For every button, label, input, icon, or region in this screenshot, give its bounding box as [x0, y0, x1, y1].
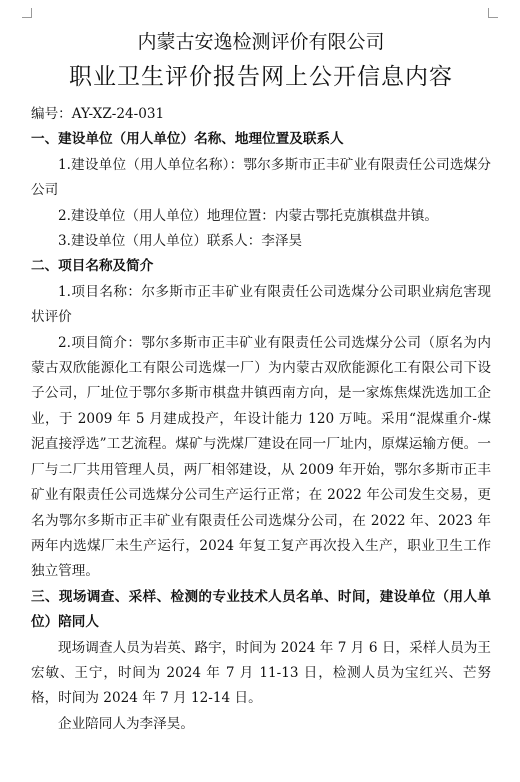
section-1-heading: 一、建设单位（用人单位）名称、地理位置及联系人: [31, 131, 344, 148]
section-3-paragraph-1: 现场调查人员为岩英、路宇，时间为 2024 年 7 月 6 日，采样人员为王宏敏、王宁，时间为 2024 年 7 月 11-13 日，检测人员为宝红兴、芒努格，时间为 2024 年 7 月 12-14 日。: [31, 639, 491, 707]
company-name: 内蒙古安逸检测评价有限公司: [137, 31, 385, 53]
section-1-item-3: 3.建设单位（用人单位）联系人：李泽昊: [58, 233, 303, 250]
section-2-item-1: 1.项目名称：尔多斯市正丰矿业有限责任公司选煤分公司职业病危害现状评价: [31, 283, 491, 326]
report-number: 编号：AY-XZ-24-031: [31, 106, 165, 122]
page-corner-mark-left: [22, 8, 32, 18]
section-3-paragraph-2: 企业陪同人为李泽昊。: [58, 715, 194, 732]
page-corner-mark-right: [488, 8, 498, 18]
document-page: [31, 24, 491, 737]
section-1-item-1: 1.建设单位（用人单位名称）：鄂尔多斯市正丰矿业有限责任公司选煤分公司: [31, 156, 491, 199]
section-1-item-2: 2.建设单位（用人单位）地理位置：内蒙古鄂托克旗棋盘井镇。: [58, 207, 438, 224]
section-2-item-2: 2.项目简介：鄂尔多斯市正丰矿业有限责任公司选煤分公司（原名为内蒙古双欣能源化工有限公司选煤一厂）为内蒙古双欣能源化工有限公司下设子公司，厂址位于鄂尔多斯市棋盘井镇西南方向，是一家炼焦煤洗选加工企业，于 2009 年 5 月建成投产，年设计能力 120 万吨。采用“混煤重介-煤泥直接浮选”工艺流程。煤矿与洗煤厂建设在同一厂址内，原煤运输方便。一厂与二厂共用管理人员，两厂相邻建设，从 2009 年开始，鄂尔多斯市正丰矿业有限责任公司选煤分公司生产运行正常；在 2022 年公司发生交易，更名为鄂尔多斯市正丰矿业有限责任公司选煤分公司，在 2022 年、2023 年两年内选煤厂未生产运行，2024 年复工复产再次投入生产，职业卫生工作独立管理。: [31, 334, 491, 580]
section-2-heading: 二、项目名称及简介: [31, 258, 154, 275]
document-title: 职业卫生评价报告网上公开信息内容: [69, 64, 453, 90]
section-3-heading: 三、现场调查、采样、检测的专业技术人员名单、时间，建设单位（用人单位）陪同人: [31, 588, 491, 631]
